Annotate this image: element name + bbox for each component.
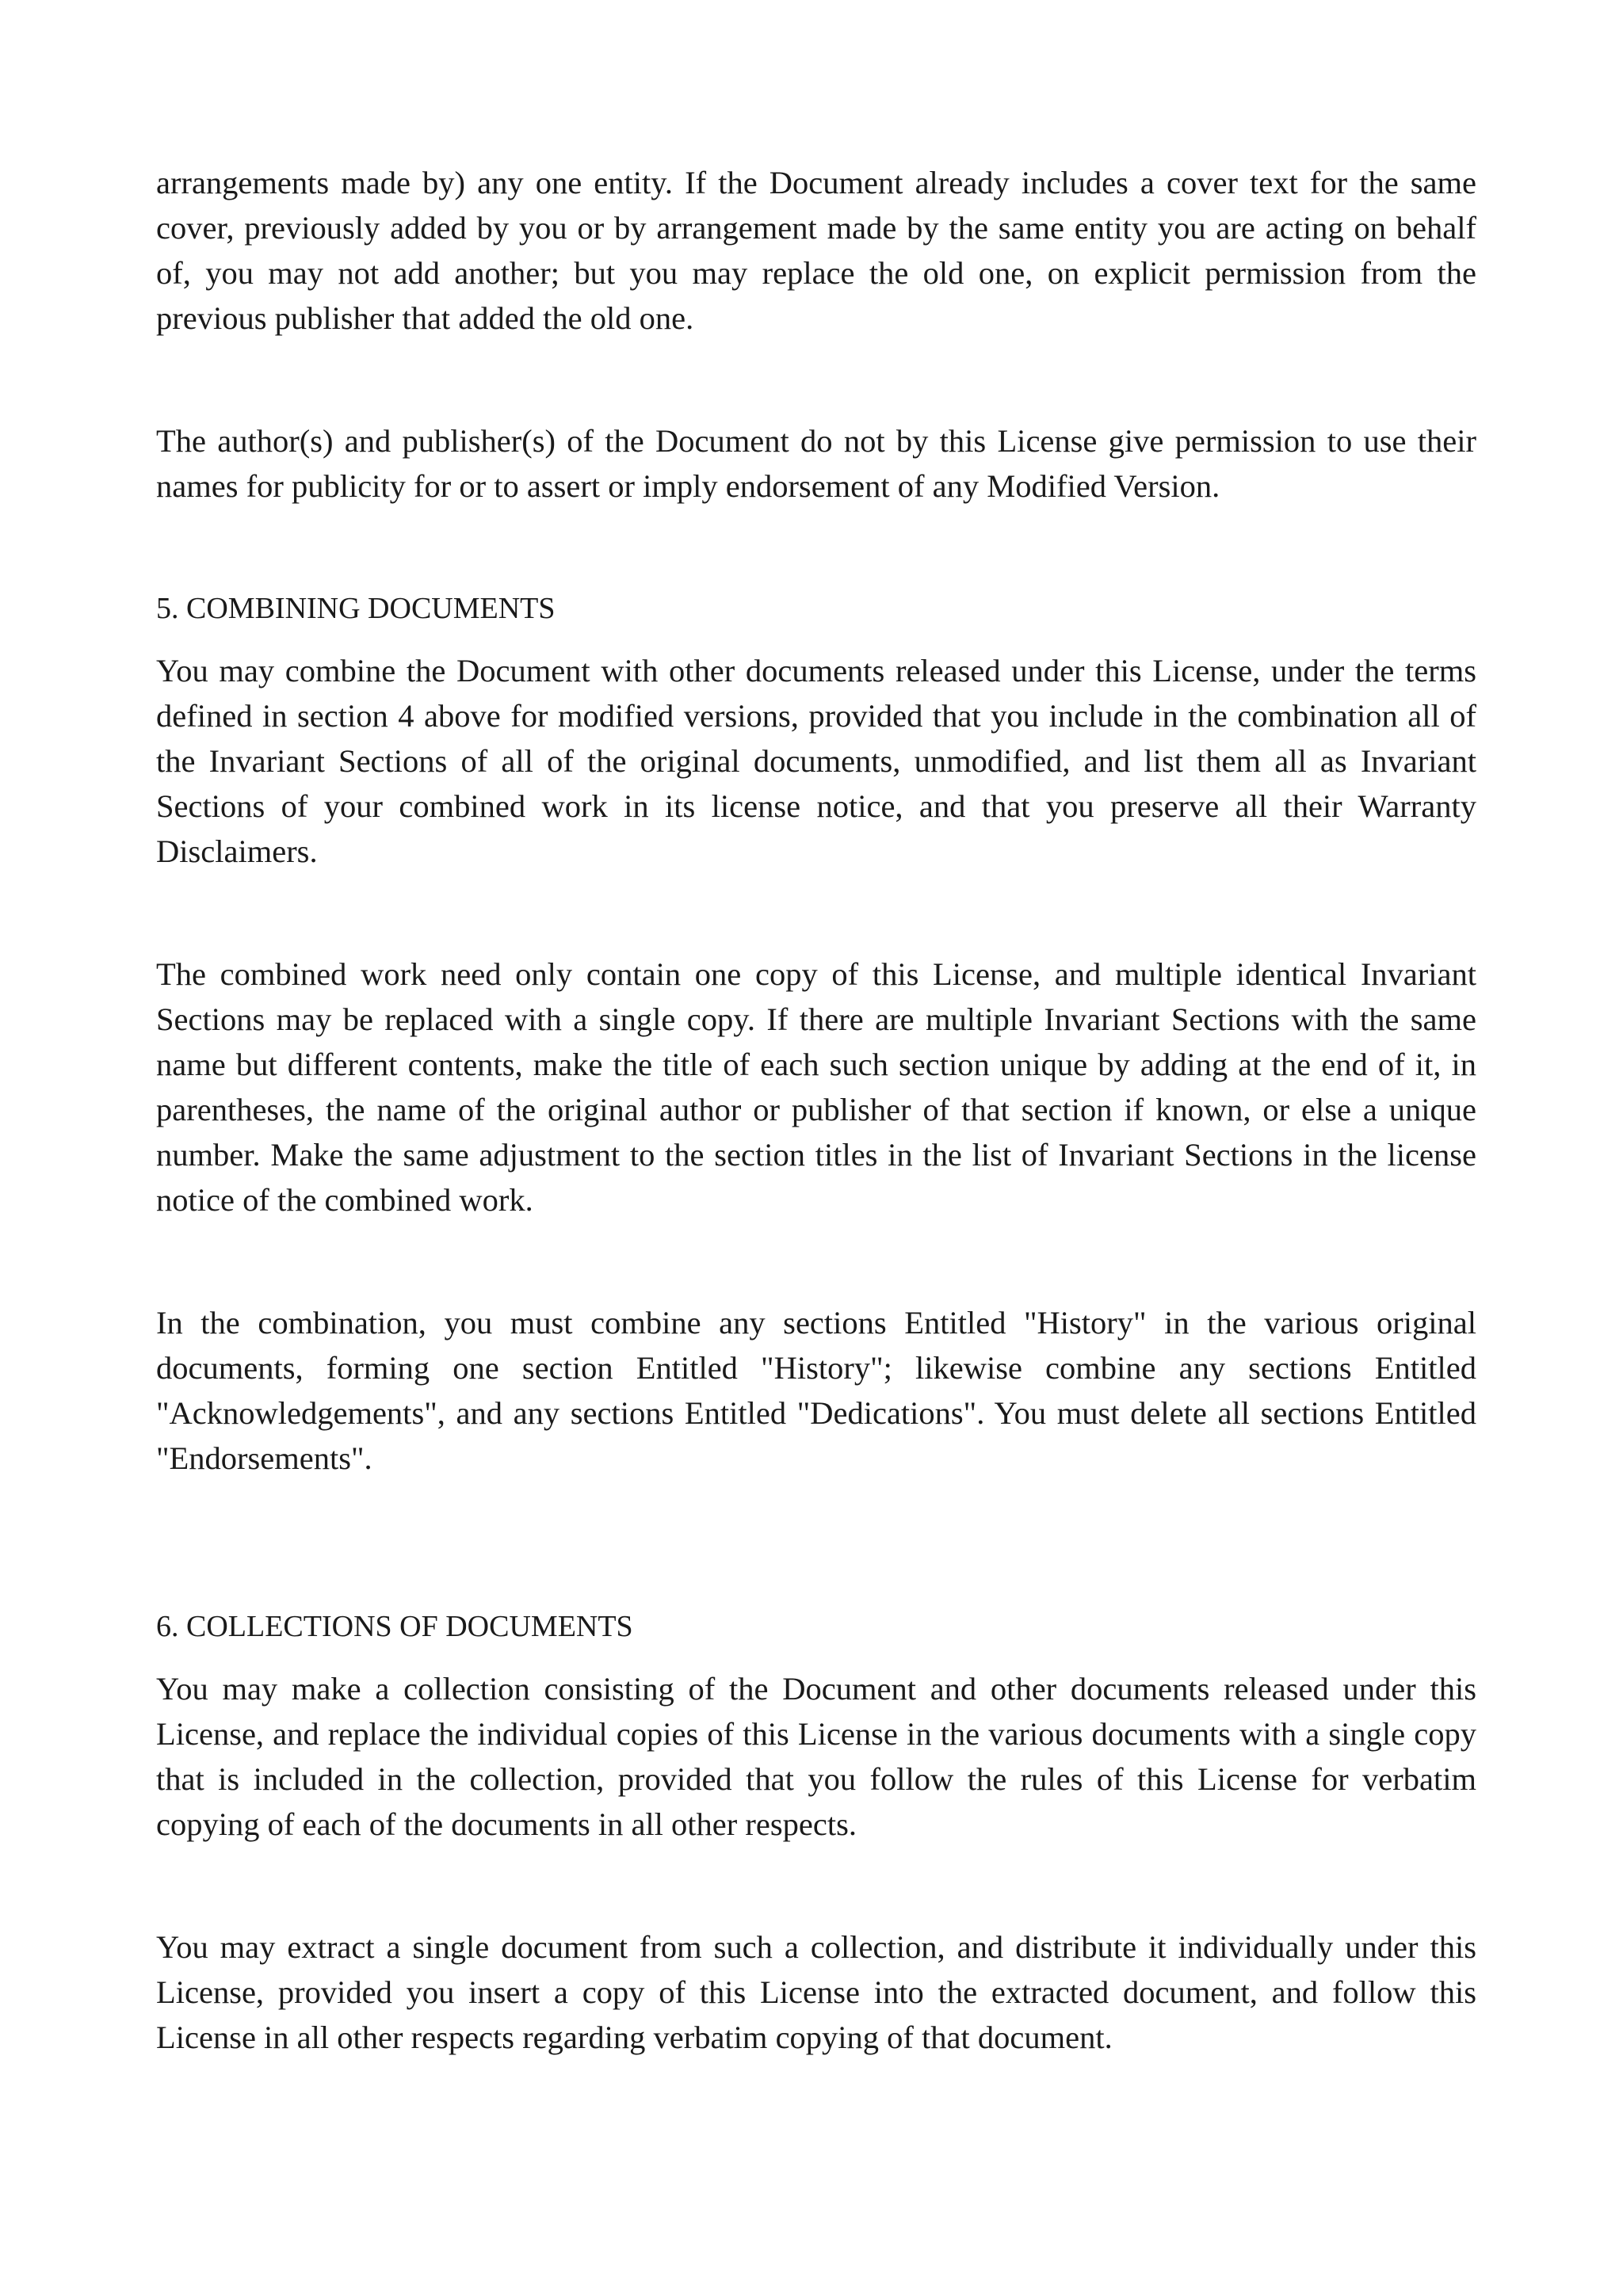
section-heading-combining-documents: 5. COMBINING DOCUMENTS [156,592,556,625]
paragraph-publicity: The author(s) and publisher(s) of the Document do not by this License give permission to use their names for publicity for or to assert or imply endorsement of any Modified Version. [156,423,1476,504]
paragraph-cover-text: arrangements made by) any one entity. If the Document already includes a cover text for the same cover, previously added by you or by arrangement made by the same entity you are acting on behalf of, you may not add another; but you may replace the old one, on explicit permission from the previous publisher that added the old one. [156,165,1476,336]
paragraph-combine-documents: You may combine the Document with other documents released under this License, under the terms defined in section 4 above for modified versions, provided that you include in the combination all of the Invariant Sections of all of the original documents, unmodified, and list them all as Invariant Sections of your combined work in its license notice, and that you preserve all their Warranty Disclaimers. [156,653,1476,869]
paragraph-make-collection: You may make a collection consisting of the Document and other documents released under this License, and replace the individual copies of this License in the various documents with a single copy that is included in the collection, provided that you follow the rules of this License for verbatim copying of each of the documents in all other respects. [156,1671,1476,1842]
paragraph-history-sections: In the combination, you must combine any sections Entitled "History" in the various original documents, forming one section Entitled "History"; likewise combine any sections Entitled "Acknowledgements", and any sections Entitled "Dedications". You must delete all sections Entitled "Endorsements". [156,1305,1476,1476]
section-heading-collections-of-documents: 6. COLLECTIONS OF DOCUMENTS [156,1610,633,1643]
document-page [156,160,1476,2060]
paragraph-combined-work: The combined work need only contain one copy of this License, and multiple identical Invariant Sections may be replaced with a single copy. If there are multiple Invariant Sections with the same name but different contents, make the title of each such section unique by adding at the end of it, in parentheses, the name of the original author or publisher of that section if known, or else a unique number. Make the same adjustment to the section titles in the list of Invariant Sections in the license notice of the combined work. [156,956,1476,1218]
paragraph-extract-document: You may extract a single document from such a collection, and distribute it individually under this License, provided you insert a copy of this License into the extracted document, and follow this License in all other respects regarding verbatim copying of that document. [156,1929,1476,2055]
